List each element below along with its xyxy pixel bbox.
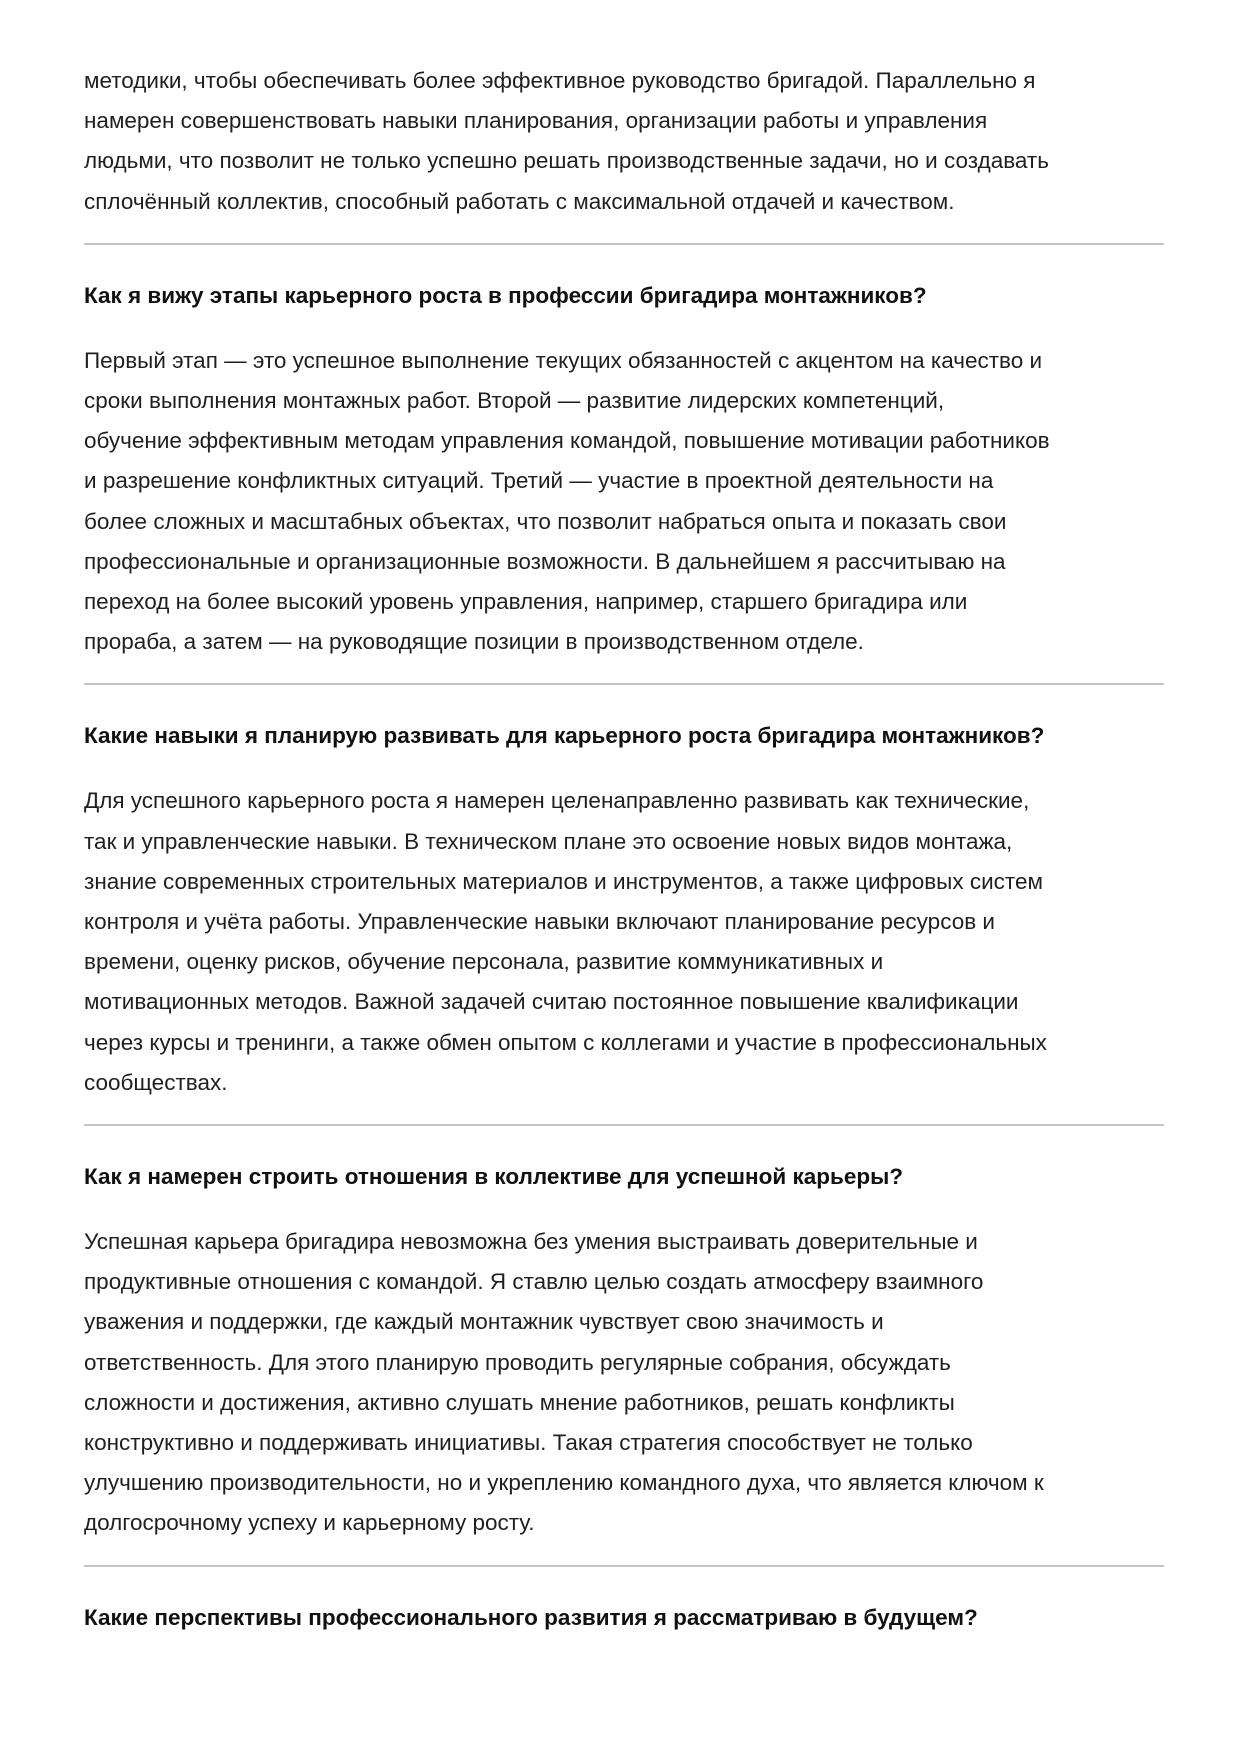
section-heading: Как я вижу этапы карьерного роста в профессии бригадира монтажников? [84,282,927,308]
section-heading: Как я намерен строить отношения в коллективе для успешной карьеры? [84,1164,904,1190]
section-paragraph [84,341,1164,663]
divider [84,683,1164,685]
text-line: продуктивные отношения с командой. Я ставлю целью создать атмосферу взаимного [84,1269,984,1295]
section-heading: Какие перспективы профессионального развития я рассматриваю в будущем? [84,1604,978,1630]
text-line: долгосрочному успеху и карьерному росту. [84,1510,535,1536]
document-body [84,61,1164,1663]
text-line: улучшению производительности, но и укреплению командного духа, что является ключом к [84,1470,1044,1496]
divider [84,243,1164,245]
text-line: и разрешение конфликтных ситуаций. Третий — участие в проектной деятельности на [84,468,994,494]
divider [84,1124,1164,1126]
intro-paragraph [84,61,1164,222]
text-line: знание современных строительных материалов и инструментов, а также цифровых систем [84,868,1043,894]
text-line: более сложных и масштабных объектах, что позволит набраться опыта и показать свои [84,508,1007,534]
text-line: методики, чтобы обеспечивать более эффективное руководство бригадой. Параллельно я [84,68,1036,93]
text-line: конструктивно и поддерживать инициативы. Такая стратегия способствует не только [84,1430,973,1456]
text-line: мотивационных методов. Важной задачей считаю постоянное повышение квалификации [84,989,1019,1015]
text-line: профессиональные и организационные возможности. В дальнейшем я рассчитываю на [84,548,1006,574]
text-line: уважения и поддержки, где каждый монтажник чувствует свою значимость и [84,1309,884,1335]
section-paragraph [84,1222,1164,1544]
text-line: сложности и достижения, активно слушать мнение работников, решать конфликты [84,1389,955,1415]
text-line: намерен совершенствовать навыки планирования, организации работы и управления [84,108,988,134]
divider [84,1565,1164,1567]
text-line: так и управленческие навыки. В техническом плане это освоение новых видов монтажа, [84,828,1013,854]
section-paragraph [84,781,1164,1103]
text-line: переход на более высокий уровень управления, например, старшего бригадира или [84,589,968,615]
text-line: через курсы и тренинги, а также обмен опытом с коллегами и участие в профессиональных [84,1029,1047,1055]
text-line: сообществах. [84,1069,228,1095]
text-line: сплочённый коллектив, способный работать с максимальной отдачей и качеством. [84,188,955,214]
text-line: людьми, что позволит не только успешно решать производственные задачи, но и создавать [84,148,1049,174]
text-line: сроки выполнения монтажных работ. Второй — развитие лидерских компетенций, [84,388,945,414]
text-line: времени, оценку рисков, обучение персонала, развитие коммуникативных и [84,949,884,975]
text-line: Для успешного карьерного роста я намерен целенаправленно развивать как технические, [84,788,1030,814]
section-heading: Какие навыки я планирую развивать для карьерного роста бригадира монтажников? [84,723,1045,749]
text-line: Успешная карьера бригадира невозможна без умения выстраивать доверительные и [84,1229,978,1255]
text-line: Первый этап — это успешное выполнение текущих обязанностей с акцентом на качество и [84,347,1043,373]
text-line: контроля и учёта работы. Управленческие навыки включают планирование ресурсов и [84,909,995,935]
text-line: прораба, а затем — на руководящие позиции в производственном отделе. [84,629,864,655]
text-line: ответственность. Для этого планирую проводить регулярные собрания, обсуждать [84,1349,951,1375]
text-line: обучение эффективным методам управления командой, повышение мотивации работников [84,428,1050,454]
